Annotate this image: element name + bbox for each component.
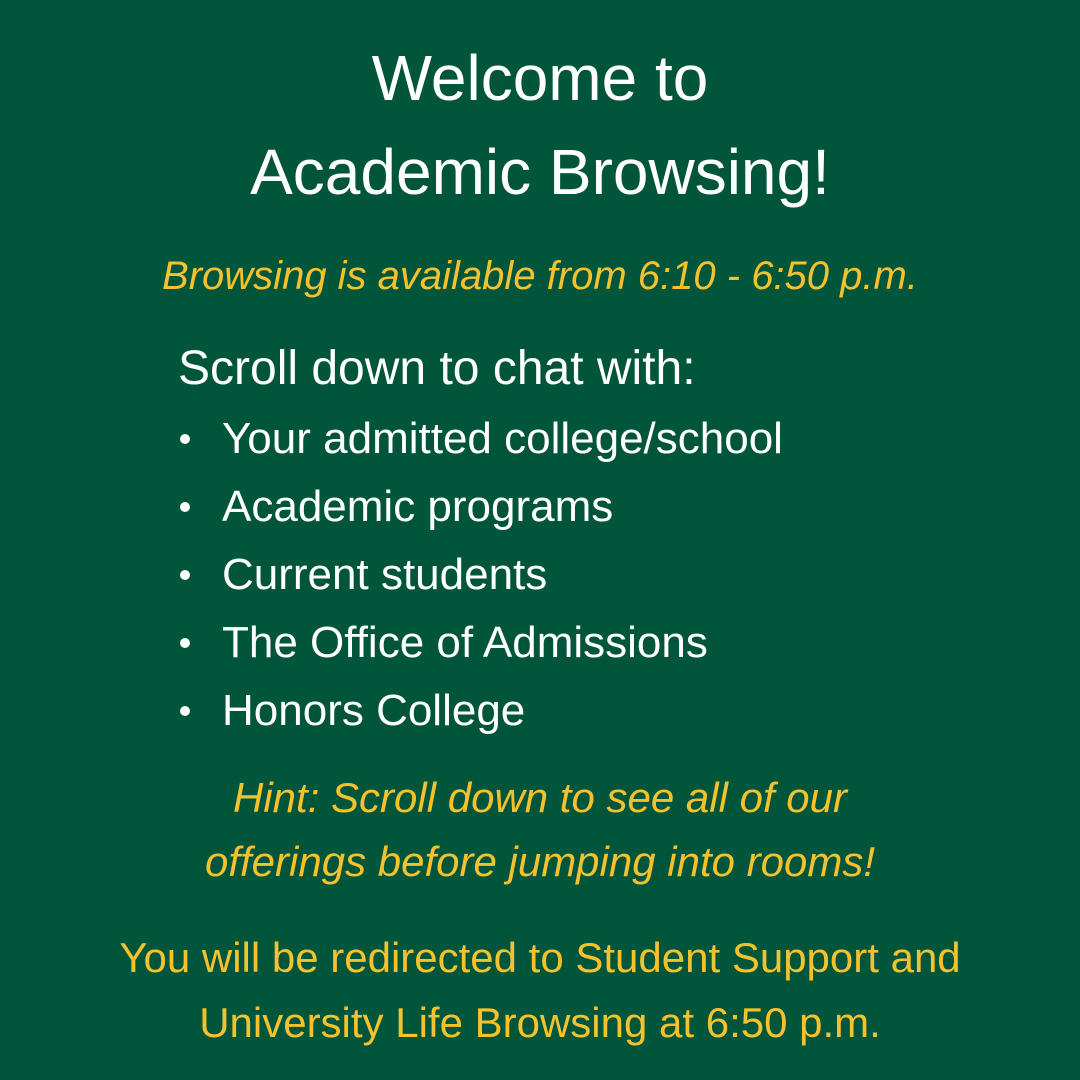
title-line-2: Academic Browsing! (250, 136, 830, 208)
bullet-icon (180, 638, 190, 648)
hint-line-2: offerings before jumping into rooms! (204, 838, 875, 885)
chat-option-office-of-admissions: The Office of Admissions (222, 618, 708, 667)
chat-option-current-students: Current students (222, 550, 548, 599)
hint-line-1: Hint: Scroll down to see all of our (233, 774, 847, 821)
bullet-icon (180, 706, 190, 716)
scroll-heading: Scroll down to chat with: (178, 342, 696, 395)
browsing-hours: Browsing is available from 6:10 - 6:50 p.m. (162, 254, 918, 298)
bullet-icon (180, 502, 190, 512)
bullet-icon (180, 434, 190, 444)
title-line-1: Welcome to (371, 42, 709, 114)
chat-option-admitted-college: Your admitted college/school (222, 414, 783, 463)
redirect-notice-line-2: University Life Browsing at 6:50 p.m. (199, 999, 881, 1046)
chat-option-academic-programs: Academic programs (222, 482, 614, 531)
chat-option-honors-college: Honors College (222, 686, 526, 735)
redirect-notice-line-1: You will be redirected to Student Support and (119, 934, 961, 981)
bullet-icon (180, 570, 190, 580)
